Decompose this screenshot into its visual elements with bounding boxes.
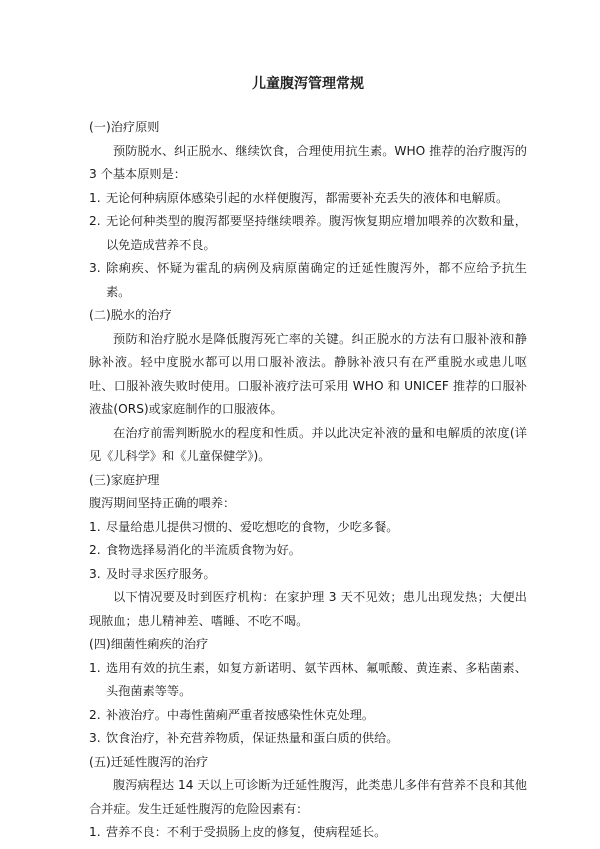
- paragraph: 腹泻期间坚持正确的喂养：: [89, 496, 236, 510]
- document-page: [89, 74, 527, 845]
- list-text: 选用有效的抗生素，如复方新诺明、氨苄西林、氟哌酸、黄连素、多粘菌素、头孢菌素等等。: [106, 660, 527, 698]
- list-text: 食物选择易消化的半流质食物为好。: [106, 543, 301, 557]
- list-item: [89, 563, 527, 587]
- list-number: 2.: [89, 214, 101, 228]
- list-number: 2.: [89, 707, 101, 722]
- list-text: 除痢疾、怀疑为霍乱的病例及病原菌确定的迁延性腹泻外，都不应给予抗生素。: [106, 261, 527, 299]
- paragraph: 在治疗前需判断脱水的程度和性质。并以此决定补液的量和电解质的浓度(详见《儿科学》和《儿童保健学》)。: [89, 425, 527, 463]
- list-item: [89, 210, 527, 257]
- section-heading: (二)脱水的治疗: [89, 308, 172, 322]
- list-number: 1.: [89, 825, 101, 839]
- section-heading: (一)治疗原则: [89, 120, 160, 134]
- list-item: [89, 727, 527, 751]
- list-number: 3.: [89, 731, 101, 745]
- list-item: [89, 539, 527, 563]
- list-number: 1.: [89, 190, 101, 205]
- list-item: [89, 187, 527, 211]
- document-title: 儿童腹泻管理常规: [252, 76, 364, 92]
- list-text: 补液治疗。中毒性菌痢严重者按感染性休克处理。: [106, 707, 375, 722]
- list-text: 及时寻求医疗服务。: [106, 566, 216, 581]
- list-text: 尽量给患儿提供习惯的、爱吃想吃的食物，少吃多餐。: [106, 519, 399, 534]
- list-item: [89, 516, 527, 540]
- list-text: 无论何种类型的腹泻都要坚持继续喂养。腹泻恢复期应增加喂养的次数和量，以免造成营养不良。: [106, 214, 527, 252]
- paragraph: 以下情况要及时到医疗机构：在家护理 3 天不见效；患儿出现发热；大便出现脓血；患儿精神差、嗜睡、不吃不喝。: [89, 590, 527, 628]
- list-item: [89, 657, 527, 704]
- list-number: 2.: [89, 543, 101, 557]
- section-heading: (四)细菌性痢疾的治疗: [89, 637, 209, 651]
- list-number: 1.: [89, 519, 101, 534]
- list-text: 无论何种病原体感染引起的水样便腹泻，都需要补充丢失的液体和电解质。: [106, 190, 509, 205]
- paragraph: 预防和治疗脱水是降低腹泻死亡率的关键。纠正脱水的方法有口服补液和静脉补液。轻中度脱水都可以用口服补液法。静脉补液只有在严重脱水或患儿呕吐、口服补液失败时使用。口服补液疗法可采用 WHO 和 UNICEF 推荐的口服补液盐(ORS)或家庭制作的口服液体。: [89, 331, 527, 416]
- list-number: 3.: [89, 261, 101, 275]
- paragraph: 腹泻病程达 14 天以上可诊断为迁延性腹泻，此类患儿多伴有营养不良和其他合并症。发生迁延性腹泻的危险因素有：: [89, 778, 527, 816]
- list-item: [89, 257, 527, 304]
- list-number: 1.: [89, 660, 101, 675]
- list-item: [89, 704, 527, 728]
- list-number: 3.: [89, 566, 101, 581]
- section-heading: (五)迁延性腹泻的治疗: [89, 754, 209, 769]
- list-text: 饮食治疗，补充营养物质，保证热量和蛋白质的供给。: [106, 731, 399, 745]
- section-heading: (三)家庭护理: [89, 472, 160, 487]
- paragraph: 预防脱水、纠正脱水、继续饮食，合理使用抗生素。WHO 推荐的治疗腹泻的 3 个基本原则是：: [89, 143, 527, 181]
- list-text: 营养不良：不利于受损肠上皮的修复，使病程延长。: [106, 825, 387, 839]
- list-item: [89, 821, 527, 845]
